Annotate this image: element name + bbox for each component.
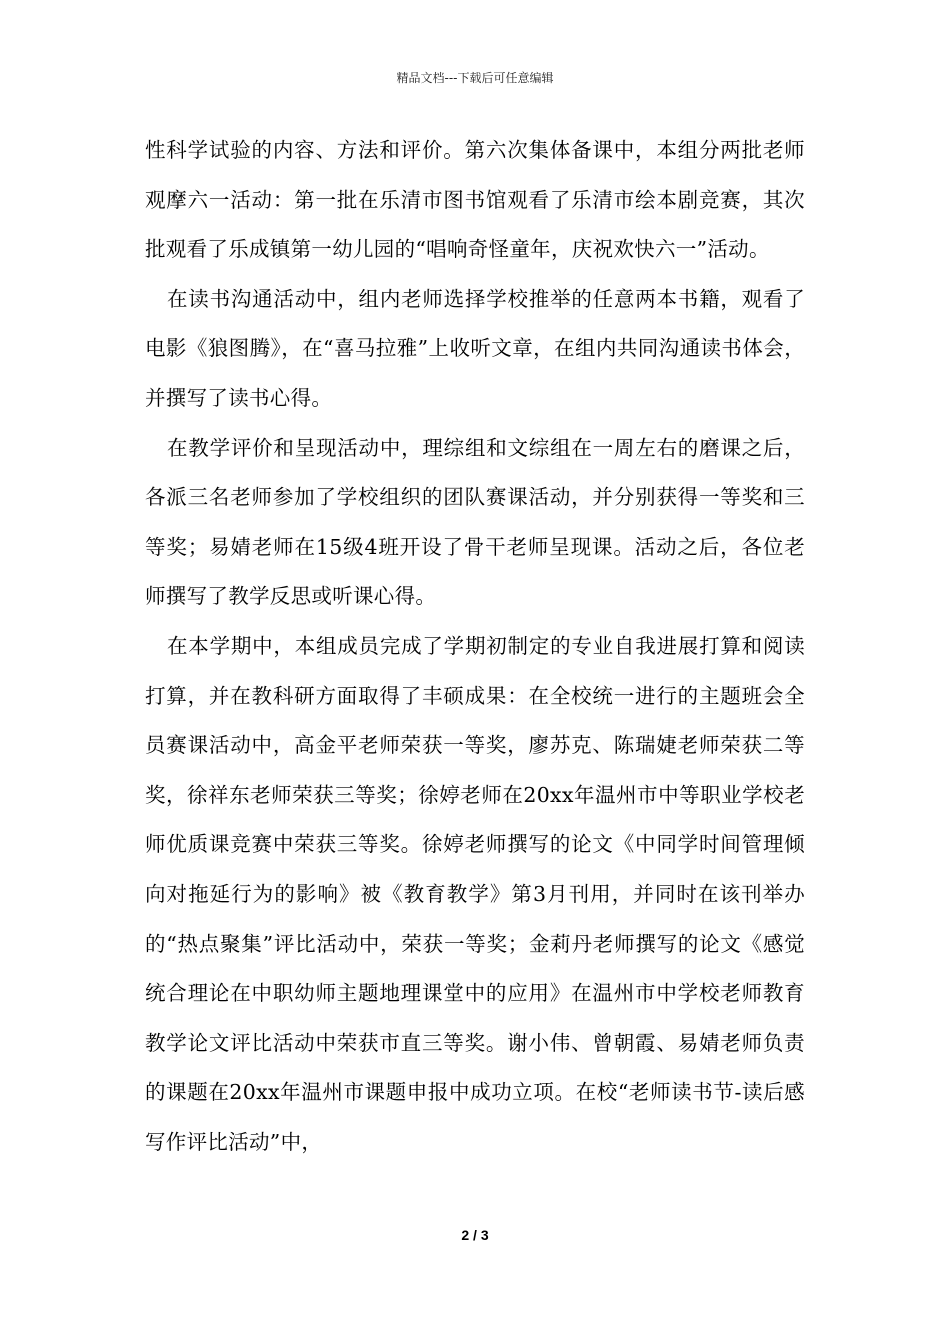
page-header: 精品文档---下载后可任意编辑 [396,71,554,85]
page-number: 2 / 3 [461,1227,489,1243]
paragraph-semester-achievements: 在本学期中，本组成员完成了学期初制定的专业自我进展打算和阅读打算，并在教科研方面取得了丰硕成果：在全校统一进行的主题班会全员赛课活动中，高金平老师荣获一等奖，廖苏克、陈瑞婕老师荣获二等奖，徐祥东老师荣获三等奖；徐婷老师在20xx年温州市中等职业学校老师优质课竞赛中荣获三等奖。徐婷老师撰写的论文《中同学时间管理倾向对拖延行为的影响》被《教育教学》第3月刊用，并同时在该刊举办的“热点聚集”评比活动中，荣获一等奖；金莉丹老师撰写的论文《感觉统合理论在中职幼师主题地理课堂中的应用》在温州市中学校老师教育教学论文评比活动中荣获市直三等奖。谢小伟、曾朝霞、易婧老师负责的课题在20xx年温州市课题申报中成功立项。在校“老师读书节-读后感写作评比活动”中， [145,633,805,1154]
paragraph-continued: 性科学试验的内容、方法和评价。第六次集体备课中，本组分两批老师观摩六一活动：第一批在乐清市图书馆观看了乐清市绘本剧竞赛，其次批观看了乐成镇第一幼儿园的“唱响奇怪童年，庆祝欢快六一”活动。 [145,138,805,262]
paragraph-teaching-evaluation: 在教学评价和呈现活动中，理综组和文综组在一周左右的磨课之后，各派三名老师参加了学校组织的团队赛课活动，并分别获得一等奖和三等奖；易婧老师在15级4班开设了骨干老师呈现课。活动之后，各位老师撰写了教学反思或听课心得。 [145,435,805,609]
document-body [145,126,805,1167]
paragraph-reading-exchange: 在读书沟通活动中，组内老师选择学校推举的任意两本书籍，观看了电影《狼图腾》，在“喜马拉雅”上收听文章，在组内共同沟通读书体会，并撰写了读书心得。 [145,286,805,410]
